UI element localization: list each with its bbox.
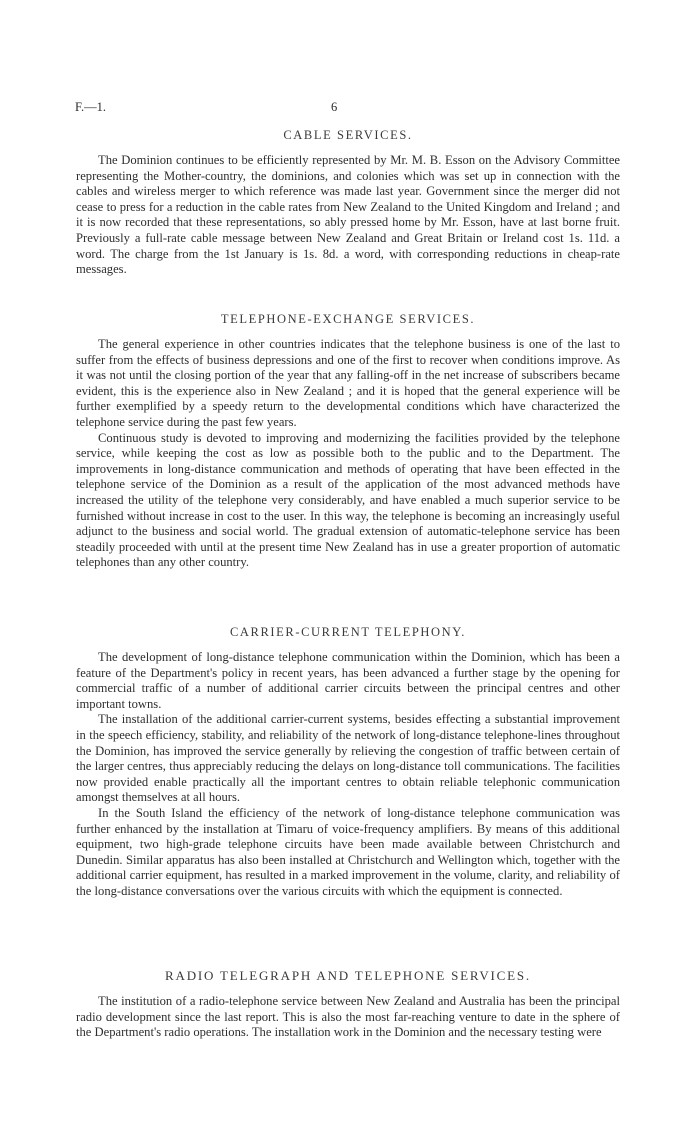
paragraph: The institution of a radio-telephone service between New Zealand and Australia has been the principal radio development since the last report. This is also the most far-reaching venture to date in the sphere of the Department's radio operations. The installation work in the Dominion and the necessary testing were <box>76 994 620 1040</box>
paragraph: The general experience in other countries indicates that the telephone business is one of the last to suffer from the effects of business depressions and one of the first to recover when conditions improve. As it was not until the closing portion of the year that any falling-off in the net increase of subscribers became evident, this is the experience also in New Zealand ; and it is hoped that the general experience will be further exemplified by a speedy return to the developmental conditions which have characterized the telephone service during the past few years. <box>76 337 620 429</box>
page-number: 6 <box>331 100 338 114</box>
section-title: RADIO TELEGRAPH AND TELEPHONE SERVICES. <box>165 968 531 983</box>
paragraph: Continuous study is devoted to improving and modernizing the facilities provided by the telephone service, while keeping the cost as low as possible both to the public and to the Department. The improvements in long-distance communication and methods of operating that have been effected in the telephone service of the Dominion as a result of the application of the most advanced methods have increased the utility of the telephone very considerably, and have enabled a much superior service to be furnished without increase in cost to the user. In this way, the telephone is becoming an increasingly useful adjunct to the business and social world. The gradual extension of automatic-telephone service has been steadily proceeded with until at the present time New Zealand has in use a greater proportion of automatic telephones than any other country. <box>76 430 620 570</box>
paragraph: The Dominion continues to be efficiently represented by Mr. M. B. Esson on the Advisory Committee representing the Mother-country, the dominions, and colonies which was set up in connection with the cables and wireless merger to which reference was made last year. Government since the merger did not cease to press for a reduction in the cable rates from New Zealand to the United Kingdom and Ireland ; and it is now recorded that these representations, so ably pressed home by Mr. Esson, have at last borne fruit. Previously a full-rate cable message between New Zealand and Great Britain or Ireland cost 1s. 11d. a word. The charge from the 1st January is 1s. 8d. a word, with corresponding reductions in cheap-rate messages. <box>76 153 620 277</box>
section-radio-telegraph-and-telephone-services <box>76 968 620 1041</box>
paragraph: The installation of the additional carrier-current systems, besides effecting a substantial improvement in the speech efficiency, stability, and reliability of the network of long-distance telephone-lines throughout the Dominion, has improved the service generally by relieving the congestion of traffic between certain of the larger centres, thus appreciably reducing the delays on long-distance toll communications. The facilities now provided enable practically all the important centres to obtain reliable telephonic communication amongst themselves at all hours. <box>76 712 620 805</box>
section-cable-services <box>76 128 620 278</box>
parliamentary-paper-reference: F.—1. <box>75 100 106 114</box>
section-telephone-exchange-services <box>76 312 620 571</box>
section-carrier-current-telephony <box>76 625 620 900</box>
section-title: CARRIER-CURRENT TELEPHONY. <box>229 625 467 639</box>
section-title: CABLE SERVICES. <box>283 128 413 142</box>
section-title: TELEPHONE-EXCHANGE SERVICES. <box>220 312 476 326</box>
paragraph: The development of long-distance telephone communication within the Dominion, which has been a feature of the Department's policy in recent years, has been advanced a further stage by the opening for commercial traffic of a number of additional carrier circuits between the principal centres and other important towns. <box>76 650 620 711</box>
page-header <box>75 100 635 120</box>
paragraph: In the South Island the efficiency of the network of long-distance telephone communication was further enhanced by the installation at Timaru of voice-frequency amplifiers. By means of this additional equipment, two high-grade telephone circuits have been made available between Christchurch and Dunedin. Similar apparatus has also been installed at Christchurch and Wellington which, together with the additional carrier equipment, has resulted in a marked improvement in the volume, clarity, and reliability of the long-distance conversations over the various circuits with which the equipment is connected. <box>76 805 620 898</box>
